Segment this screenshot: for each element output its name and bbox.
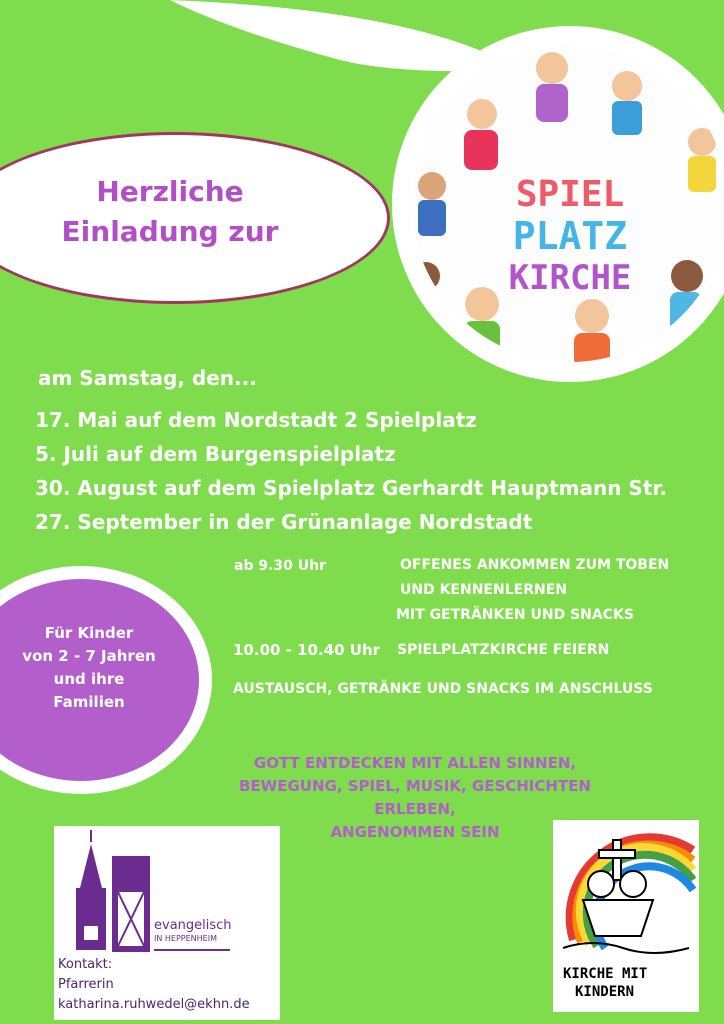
schedule-desc-1-line-2: UND KENNENLERNEN bbox=[400, 582, 567, 598]
schedule-desc-1-line-1: OFFENES ANKOMMEN ZUM TOBEN bbox=[400, 557, 670, 573]
rainbow-boat-icon bbox=[553, 820, 699, 970]
date-item: 27. September in der Grünanlage Nordstadt bbox=[35, 510, 533, 534]
schedule-desc-2: SPIELPLATZKIRCHE FEIERN bbox=[397, 642, 610, 658]
date-item: 30. August auf dem Spielplatz Gerhardt Hauptmann Str. bbox=[35, 476, 667, 500]
audience-text bbox=[0, 622, 178, 714]
schedule-closing: AUSTAUSCH, GETRÄNKE UND SNACKS IM ANSCHLUSS bbox=[233, 681, 653, 697]
date-item: 5. Juli auf dem Burgenspielplatz bbox=[35, 442, 396, 466]
invitation-line-2: Einladung zur bbox=[61, 215, 279, 248]
kirche-mit-kindern-logo bbox=[553, 820, 699, 1012]
audience-line-1: Für Kinder bbox=[44, 624, 134, 642]
contact-role: Pfarrerin bbox=[58, 977, 114, 992]
church-logo-place: IN HEPPENHEIM bbox=[154, 934, 217, 943]
hero-word-kirche: KIRCHE bbox=[508, 258, 632, 298]
invitation-heading bbox=[20, 172, 320, 252]
invitation-line-1: Herzliche bbox=[96, 175, 244, 208]
date-list bbox=[35, 403, 667, 539]
hero-word-spiel: SPIEL bbox=[515, 174, 625, 215]
intro-text: am Samstag, den... bbox=[38, 366, 257, 390]
contact-email[interactable]: katharina.ruhwedel@ekhn.de bbox=[58, 997, 250, 1012]
motto-line-2: BEWEGUNG, SPIEL, MUSIK, GESCHICHTEN bbox=[239, 777, 591, 795]
date-item: 17. Mai auf dem Nordstadt 2 Spielplatz bbox=[35, 408, 477, 432]
audience-line-4: Familien bbox=[53, 693, 125, 711]
schedule-time-1: ab 9.30 Uhr bbox=[234, 558, 326, 574]
motto-line-3: ERLEBEN, bbox=[374, 800, 456, 818]
schedule-time-2: 10.00 - 10.40 Uhr bbox=[233, 641, 381, 659]
schedule-desc-1-line-3: MIT GETRÄNKEN UND SNACKS bbox=[396, 607, 634, 623]
church-logo-box bbox=[54, 826, 280, 1020]
kids-logo-line-2: KINDERN bbox=[575, 984, 635, 1000]
hero-word-platz: PLATZ bbox=[512, 214, 628, 258]
motto-line-1: GOTT ENTDECKEN MIT ALLEN SINNEN, bbox=[253, 754, 577, 772]
church-logo-name: evangelisch bbox=[154, 918, 232, 933]
children-circle-illustration bbox=[412, 46, 724, 362]
contact-label: Kontakt: bbox=[58, 957, 113, 972]
kids-logo-line-1: KIRCHE MIT bbox=[563, 966, 648, 982]
hero-image-circle bbox=[392, 26, 724, 382]
audience-line-3: und ihre bbox=[53, 670, 125, 688]
motto-line-4: ANGENOMMEN SEIN bbox=[330, 823, 500, 841]
audience-line-2: von 2 - 7 Jahren bbox=[22, 647, 156, 665]
